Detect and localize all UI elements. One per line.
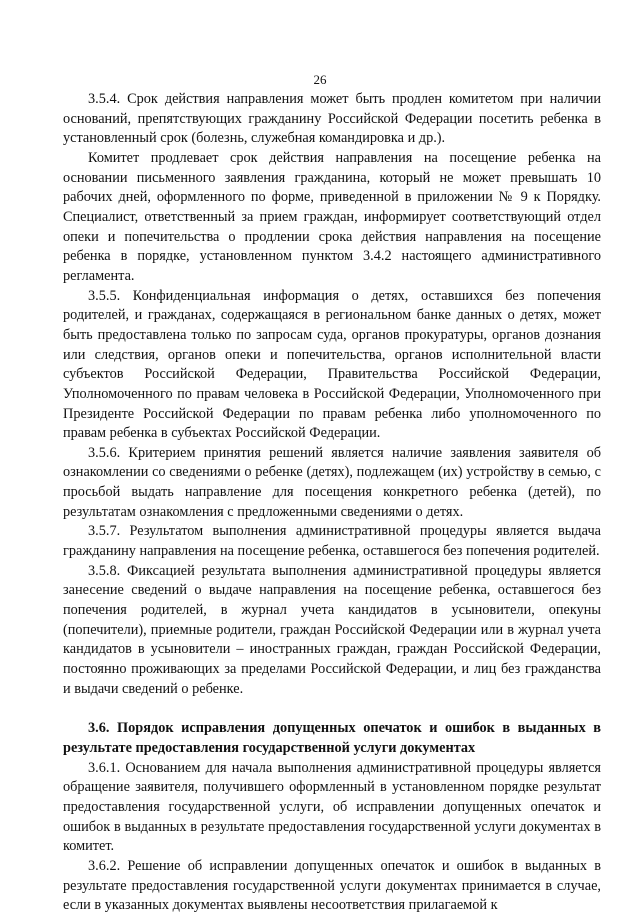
paragraph-extension-procedure: Комитет продлевает срок действия направления на посещение ребенка на основании письменного заявления гражданина, который не может превышать 10 рабочих дней, оформленного по форме, приведенной в приложении № 9 к Порядку. Специалист, ответственный за прием граждан, информирует соответствующий отдел опеки и попечительства о продлении срока действия направления на посещение ребенка в порядке, установленном пунктом 3.4.2 настоящего административного регламента. <box>63 149 601 284</box>
paragraph-3-5-8: 3.5.8. Фиксацией результата выполнения административной процедуры является занесение сведений о выдаче направления на посещение ребенка, оставшегося без попечения родителей, в журнал учета кандидатов в усыновители, опекуны (попечители), приемные родители, граждан Российской Федерации или в журнал учета кандидатов в усыновители – иностранных граждан, граждан Российской Федерации, постоянно проживающих за пределами Российской Федерации, и лиц без гражданства и выдачи сведений о ребенке. <box>63 562 601 697</box>
paragraph-3-5-4: 3.5.4. Срок действия направления может быть продлен комитетом при наличии оснований, препятствующих гражданину Российской Федерации посетить ребенка в установленный срок (болезнь, служебная командировка и др.). <box>63 91 601 147</box>
paragraph-3-5-5: 3.5.5. Конфиденциальная информация о детях, оставшихся без попечения родителей, и гражданах, содержащаяся в региональном банке данных о детях, может быть предоставлена только по запросам суда, органов прокуратуры, органов дознания или следствия, органов опеки и попечительства, органов исполнительной власти субъектов Российской Федерации, Правительства Российской Федерации, Уполномоченного по правам человека в Российской Федерации, Уполномоченного при Президенте Российской Федерации по правам ребенка либо уполномоченного по правам ребенка в субъектах Российской Федерации. <box>63 287 601 442</box>
document-body <box>63 90 601 916</box>
paragraph-3-6-2: 3.6.2. Решение об исправлении допущенных опечаток и ошибок в выданных в результате предоставления государственной услуги документах принимается в случае, если в указанных документах выявлены несоответствия прилагаемой к <box>63 857 601 914</box>
paragraph-3-6-1: 3.6.1. Основанием для начала выполнения административной процедуры является обращение заявителя, получившего оформленный в установленном порядке результат предоставления государственной услуги, об исправлении допущенных опечаток и ошибок в выданных в результате предоставления государственной услуги документах в комитет. <box>63 759 601 855</box>
paragraph-3-5-6: 3.5.6. Критерием принятия решений является наличие заявления заявителя об ознакомлении со сведениями о ребенке (детях), подлежащем (их) устройству в семью, с просьбой выдать направление для посещения конкретного ребенка (детей), по результатам ознакомления с предложенными сведениями о детях. <box>63 444 601 520</box>
section-heading-3-6: 3.6. Порядок исправления допущенных опечаток и ошибок в выданных в результате предоставления государственной услуги документах <box>63 720 601 756</box>
page-number: 26 <box>313 72 327 87</box>
paragraph-3-5-7: 3.5.7. Результатом выполнения административной процедуры является выдача гражданину направления на посещение ребенка, оставшегося без попечения родителей. <box>63 523 601 560</box>
